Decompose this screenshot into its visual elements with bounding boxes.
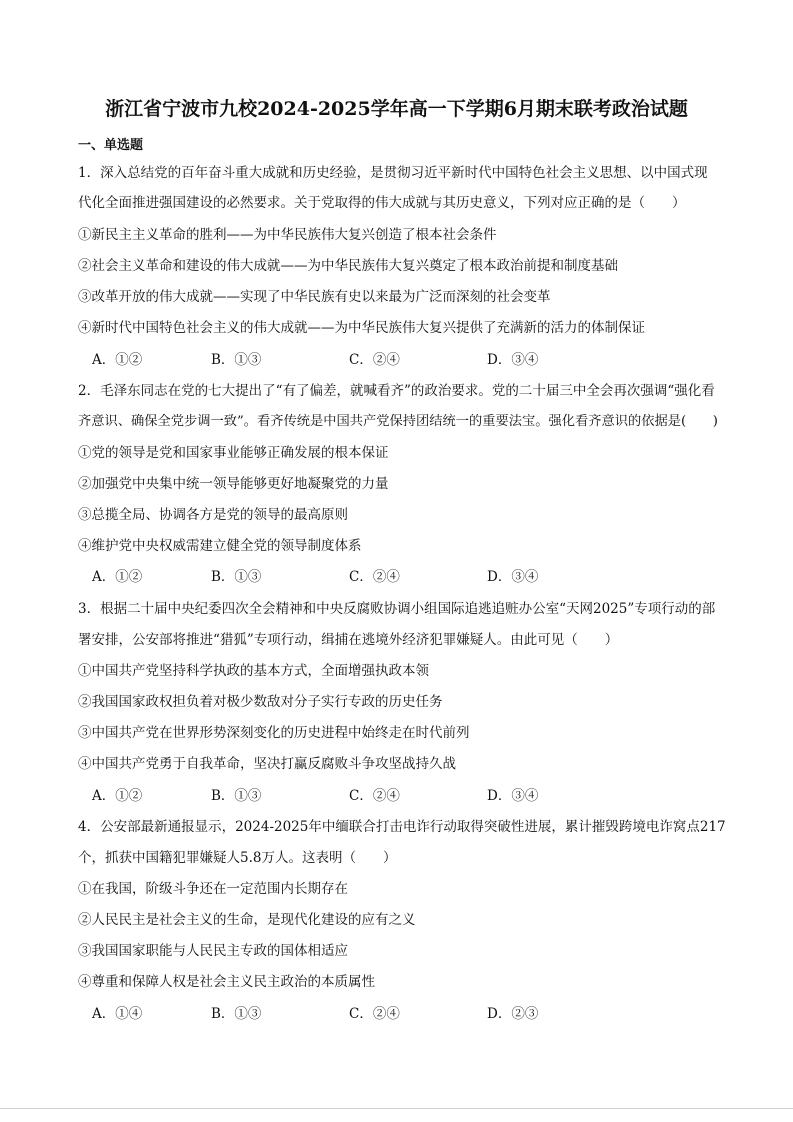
question-3-option-3: ③中国共产党在世界形势深刻变化的历史进程中始终走在时代前列 bbox=[78, 725, 470, 741]
question-1-option-4: ④新时代中国特色社会主义的伟大成就——为中华民族伟大复兴提供了充满新的活力的体制保证 bbox=[78, 320, 645, 336]
question-4-option-3: ③我国国家职能与人民民主专政的国体相适应 bbox=[78, 943, 348, 959]
choice-c: C．②④ bbox=[349, 352, 400, 368]
choice-c: C．②④ bbox=[349, 569, 400, 585]
question-1-option-2: ②社会主义革命和建设的伟大成就——为中华民族伟大复兴奠定了根本政治前提和制度基础 bbox=[78, 258, 618, 274]
choice-d: D．③④ bbox=[487, 788, 539, 804]
question-1-stem-line-1: 1．深入总结党的百年奋斗重大成就和历史经验，是贯彻习近平新时代中国特色社会主义思想、以中国式现 bbox=[78, 165, 708, 181]
question-4-option-4: ④尊重和保障人权是社会主义民主政治的本质属性 bbox=[78, 974, 375, 990]
question-1-choices bbox=[92, 350, 732, 370]
choice-d: D．③④ bbox=[487, 569, 539, 585]
choice-a: A．①② bbox=[92, 352, 143, 368]
choice-c: C．②④ bbox=[349, 788, 400, 804]
question-3-option-1: ①中国共产党坚持科学执政的基本方式，全面增强执政本领 bbox=[78, 663, 429, 679]
page-bottom-divider bbox=[0, 1108, 793, 1109]
question-4-option-1: ①在我国，阶级斗争还在一定范围内长期存在 bbox=[78, 881, 348, 897]
question-3-option-4: ④中国共产党勇于自我革命，坚决打赢反腐败斗争攻坚战持久战 bbox=[78, 756, 456, 772]
question-3-stem-line-1: 3．根据二十届中央纪委四次全会精神和中央反腐败协调小组国际追逃追赃办公室“天网2025”专项行动的部 bbox=[78, 601, 716, 617]
section-heading: 一、单选题 bbox=[78, 138, 144, 153]
choice-d: D．③④ bbox=[487, 352, 539, 368]
choice-a: A．①② bbox=[92, 569, 143, 585]
question-4-choices bbox=[92, 1004, 732, 1024]
question-4-stem-line-2: 个，抓获中国籍犯罪嫌疑人5.8万人。这表明（ ） bbox=[78, 850, 397, 866]
question-3-choices bbox=[92, 786, 732, 806]
question-1-stem-line-2: 代化全面推进强国建设的必然要求。关于党取得的伟大成就与其历史意义，下列对应正确的是（ ） bbox=[78, 195, 686, 211]
choice-a: A．①④ bbox=[92, 1006, 143, 1022]
choice-b: B．①③ bbox=[211, 1006, 262, 1022]
question-4-option-2: ②人民民主是社会主义的生命，是现代化建设的应有之义 bbox=[78, 912, 416, 928]
question-2-stem-line-1: 2．毛泽东同志在党的七大提出了“有了偏差，就喊看齐”的政治要求。党的二十届三中全会再次强调“强化看 bbox=[78, 383, 715, 399]
question-2-option-2: ②加强党中央集中统一领导能够更好地凝聚党的力量 bbox=[78, 476, 389, 492]
question-3-stem-line-2: 署安排，公安部将推进“猎狐”专项行动，缉捕在逃境外经济犯罪嫌疑人。由此可见（ ） bbox=[78, 632, 619, 648]
question-4-stem-line-1: 4．公安部最新通报显示，2024-2025年中缅联合打击电诈行动取得突破性进展，累计摧毁跨境电诈窝点217 bbox=[78, 819, 726, 835]
question-1-option-3: ③改革开放的伟大成就——实现了中华民族有史以来最为广泛而深刻的社会变革 bbox=[78, 289, 551, 305]
choice-c: C．②④ bbox=[349, 1006, 400, 1022]
question-2-stem-line-2: 齐意识、确保全党步调一致”。看齐传统是中国共产党保持团结统一的重要法宝。强化看齐意识的依据是( ) bbox=[78, 414, 718, 429]
choice-b: B．①③ bbox=[211, 352, 262, 368]
exam-title: 浙江省宁波市九校2024-2025学年高一下学期6月期末联考政治试题 bbox=[105, 98, 688, 120]
question-2-option-3: ③总揽全局、协调各方是党的领导的最高原则 bbox=[78, 507, 348, 523]
choice-a: A．①② bbox=[92, 788, 143, 804]
choice-b: B．①③ bbox=[211, 569, 262, 585]
question-2-choices bbox=[92, 567, 732, 587]
question-2-option-1: ①党的领导是党和国家事业能够正确发展的根本保证 bbox=[78, 445, 389, 461]
choice-d: D．②③ bbox=[487, 1006, 539, 1022]
question-1-option-1: ①新民主主义革命的胜利——为中华民族伟大复兴创造了根本社会条件 bbox=[78, 227, 497, 243]
choice-b: B．①③ bbox=[211, 788, 262, 804]
question-2-option-4: ④维护党中央权威需建立健全党的领导制度体系 bbox=[78, 538, 362, 554]
question-3-option-2: ②我国国家政权担负着对极少数敌对分子实行专政的历史任务 bbox=[78, 694, 443, 710]
